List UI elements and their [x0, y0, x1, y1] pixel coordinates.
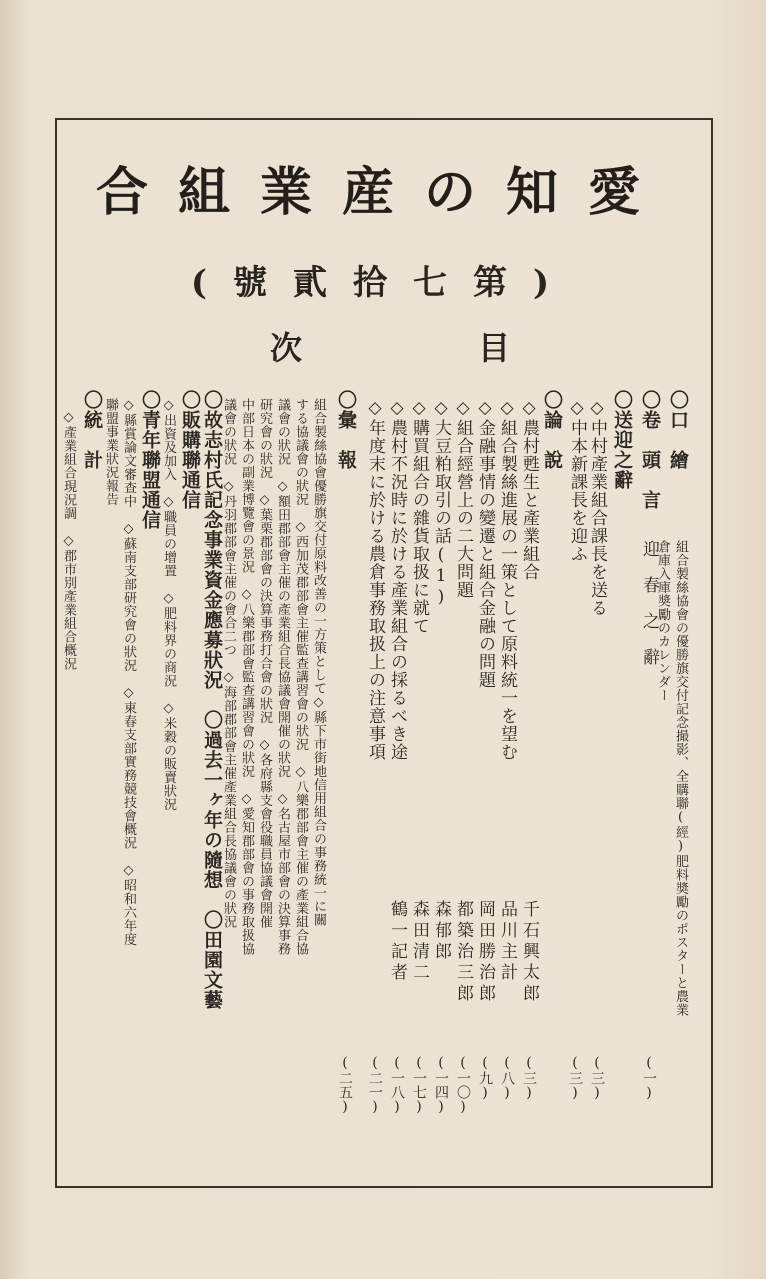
toc-entry: 組合製絲協會の優勝旗交付記念撮影、全購聯(經)肥料奬勵のポスターと農業 — [673, 540, 688, 1017]
toc-page-number: (九) — [477, 1055, 493, 1101]
toc-entry: ◇購買組合の雜貨取扱に就て — [409, 398, 429, 635]
toc-entry: ◇中本新課長を迎ふ — [567, 398, 587, 563]
toc-entry: 組合製絲協會優勝旗交付原料改善の一方策として◇縣下市街地信用組合の事務統一に關 — [311, 398, 326, 927]
toc-entry: ◇金融事情の變遷と組合金融の問題 — [475, 398, 495, 689]
toc-entry: ◇農村不況時に於ける產業組合の採るべき途 — [387, 398, 407, 761]
toc-entry: 聯盟事業狀況報告 — [103, 398, 118, 506]
toc-author: 森田清二 — [409, 900, 429, 984]
toc-entry: 議會の狀況 ◇額田郡部會主催の產業組合長協議會開催の狀況 ◇名古屋市部會の決算事務 — [275, 398, 290, 956]
toc-page-number: (八) — [499, 1055, 515, 1101]
toc-entry: 議會の狀況 ◇丹羽郡部會主催の會合二つ ◇海部郡部會主催產業組合長協議會の狀況 — [221, 398, 236, 929]
toc-author: 岡田勝治郎 — [475, 900, 495, 1005]
toc-entry: ◇組合經營上の二大問題 — [453, 398, 473, 599]
toc-entry: ◇農村甦生と產業組合 — [519, 398, 539, 581]
toc-page-number: (二一) — [367, 1055, 383, 1115]
toc-entry: ◇組合製絲進展の一策として原料統一を望む — [497, 398, 517, 761]
toc-page-number: (二五) — [337, 1055, 353, 1115]
toc-section-heading: 〇販購聯通信 — [179, 390, 201, 510]
magazine-title: 合組業産の知愛 — [95, 162, 670, 223]
toc-page-number: (一四) — [433, 1055, 449, 1115]
toc-page-number: (三) — [521, 1055, 537, 1101]
toc-heading — [270, 323, 510, 369]
toc-heading-char-1: 次 — [270, 329, 303, 367]
toc-page-number: (三) — [567, 1055, 583, 1101]
toc-entry: ◇出資及加入 ◇職員の增置 ◇肥料界の商況 ◇米穀の販賣狀況 — [161, 398, 176, 811]
toc-entry: 迎 春 之 辭 — [639, 540, 659, 666]
toc-author: 都築治三郎 — [453, 900, 473, 1005]
toc-author: 品川主計 — [497, 900, 517, 984]
toc-page-number: (一) — [641, 1055, 657, 1101]
toc-entry: 倉庫入庫奬勵のカレンダー — [655, 540, 670, 702]
toc-entry: 中部日本の副業博覽會の景況 ◇八樂郡部會監查講習會の狀況 ◇愛知郡部會の事務取扱協 — [239, 398, 254, 956]
toc-section-heading: 〇送迎之辭 — [611, 390, 633, 490]
toc-entry: ◇縣賞論文審查中 ◇蘇南支部研究會の狀況 ◇東春支部實務競技會概況 ◇昭和六年度 — [121, 398, 136, 946]
toc-author: 千石興太郎 — [519, 900, 539, 1005]
toc-section-heading: 〇論 說 — [541, 390, 563, 470]
toc-section-heading: 〇口 繪 — [667, 390, 689, 470]
toc-section-heading: 〇故志村氏記念事業資金應募狀況 〇過去一ヶ年の隨想 〇田園文藝 — [201, 390, 223, 1010]
toc-entry: 研究會の狀況 ◇葉栗郡部會の決算事務打合會の狀況 ◇各府縣支會役職員協議會開催 — [257, 398, 272, 929]
toc-page-number: (三) — [589, 1055, 605, 1101]
toc-page-number: (一七) — [411, 1055, 427, 1115]
toc-page-number: (一〇) — [455, 1055, 471, 1115]
toc-author: 森郁郎 — [431, 900, 451, 963]
toc-section-heading: 〇彙 報 — [335, 390, 357, 470]
toc-page-number: (一八) — [389, 1055, 405, 1115]
toc-author: 鶴一記者 — [387, 900, 407, 984]
toc-entry: ◇產業組合現況調 ◇郡市別產業組合概況 — [61, 410, 76, 671]
toc-entry: する協議會の狀況 ◇西加茂郡部會主催監查講習會の狀況 ◇八樂郡部會主催の產業組合協 — [293, 398, 308, 956]
toc-section-heading: 〇青年聯盟通信 — [139, 390, 161, 530]
toc-section-heading: 〇統 計 — [81, 390, 103, 470]
issue-number: (號貳拾七第) — [190, 263, 576, 303]
toc-entry: ◇大豆粕取引の話(1) — [431, 398, 451, 608]
toc-heading-char-2: 目 — [477, 329, 510, 367]
toc-section-heading: 〇卷 頭 言 — [639, 390, 661, 510]
toc-entry: ◇年度末に於ける農倉事務取扱上の注意事項 — [365, 398, 385, 761]
toc-entry: ◇中村產業組合課長を送る — [587, 398, 607, 617]
